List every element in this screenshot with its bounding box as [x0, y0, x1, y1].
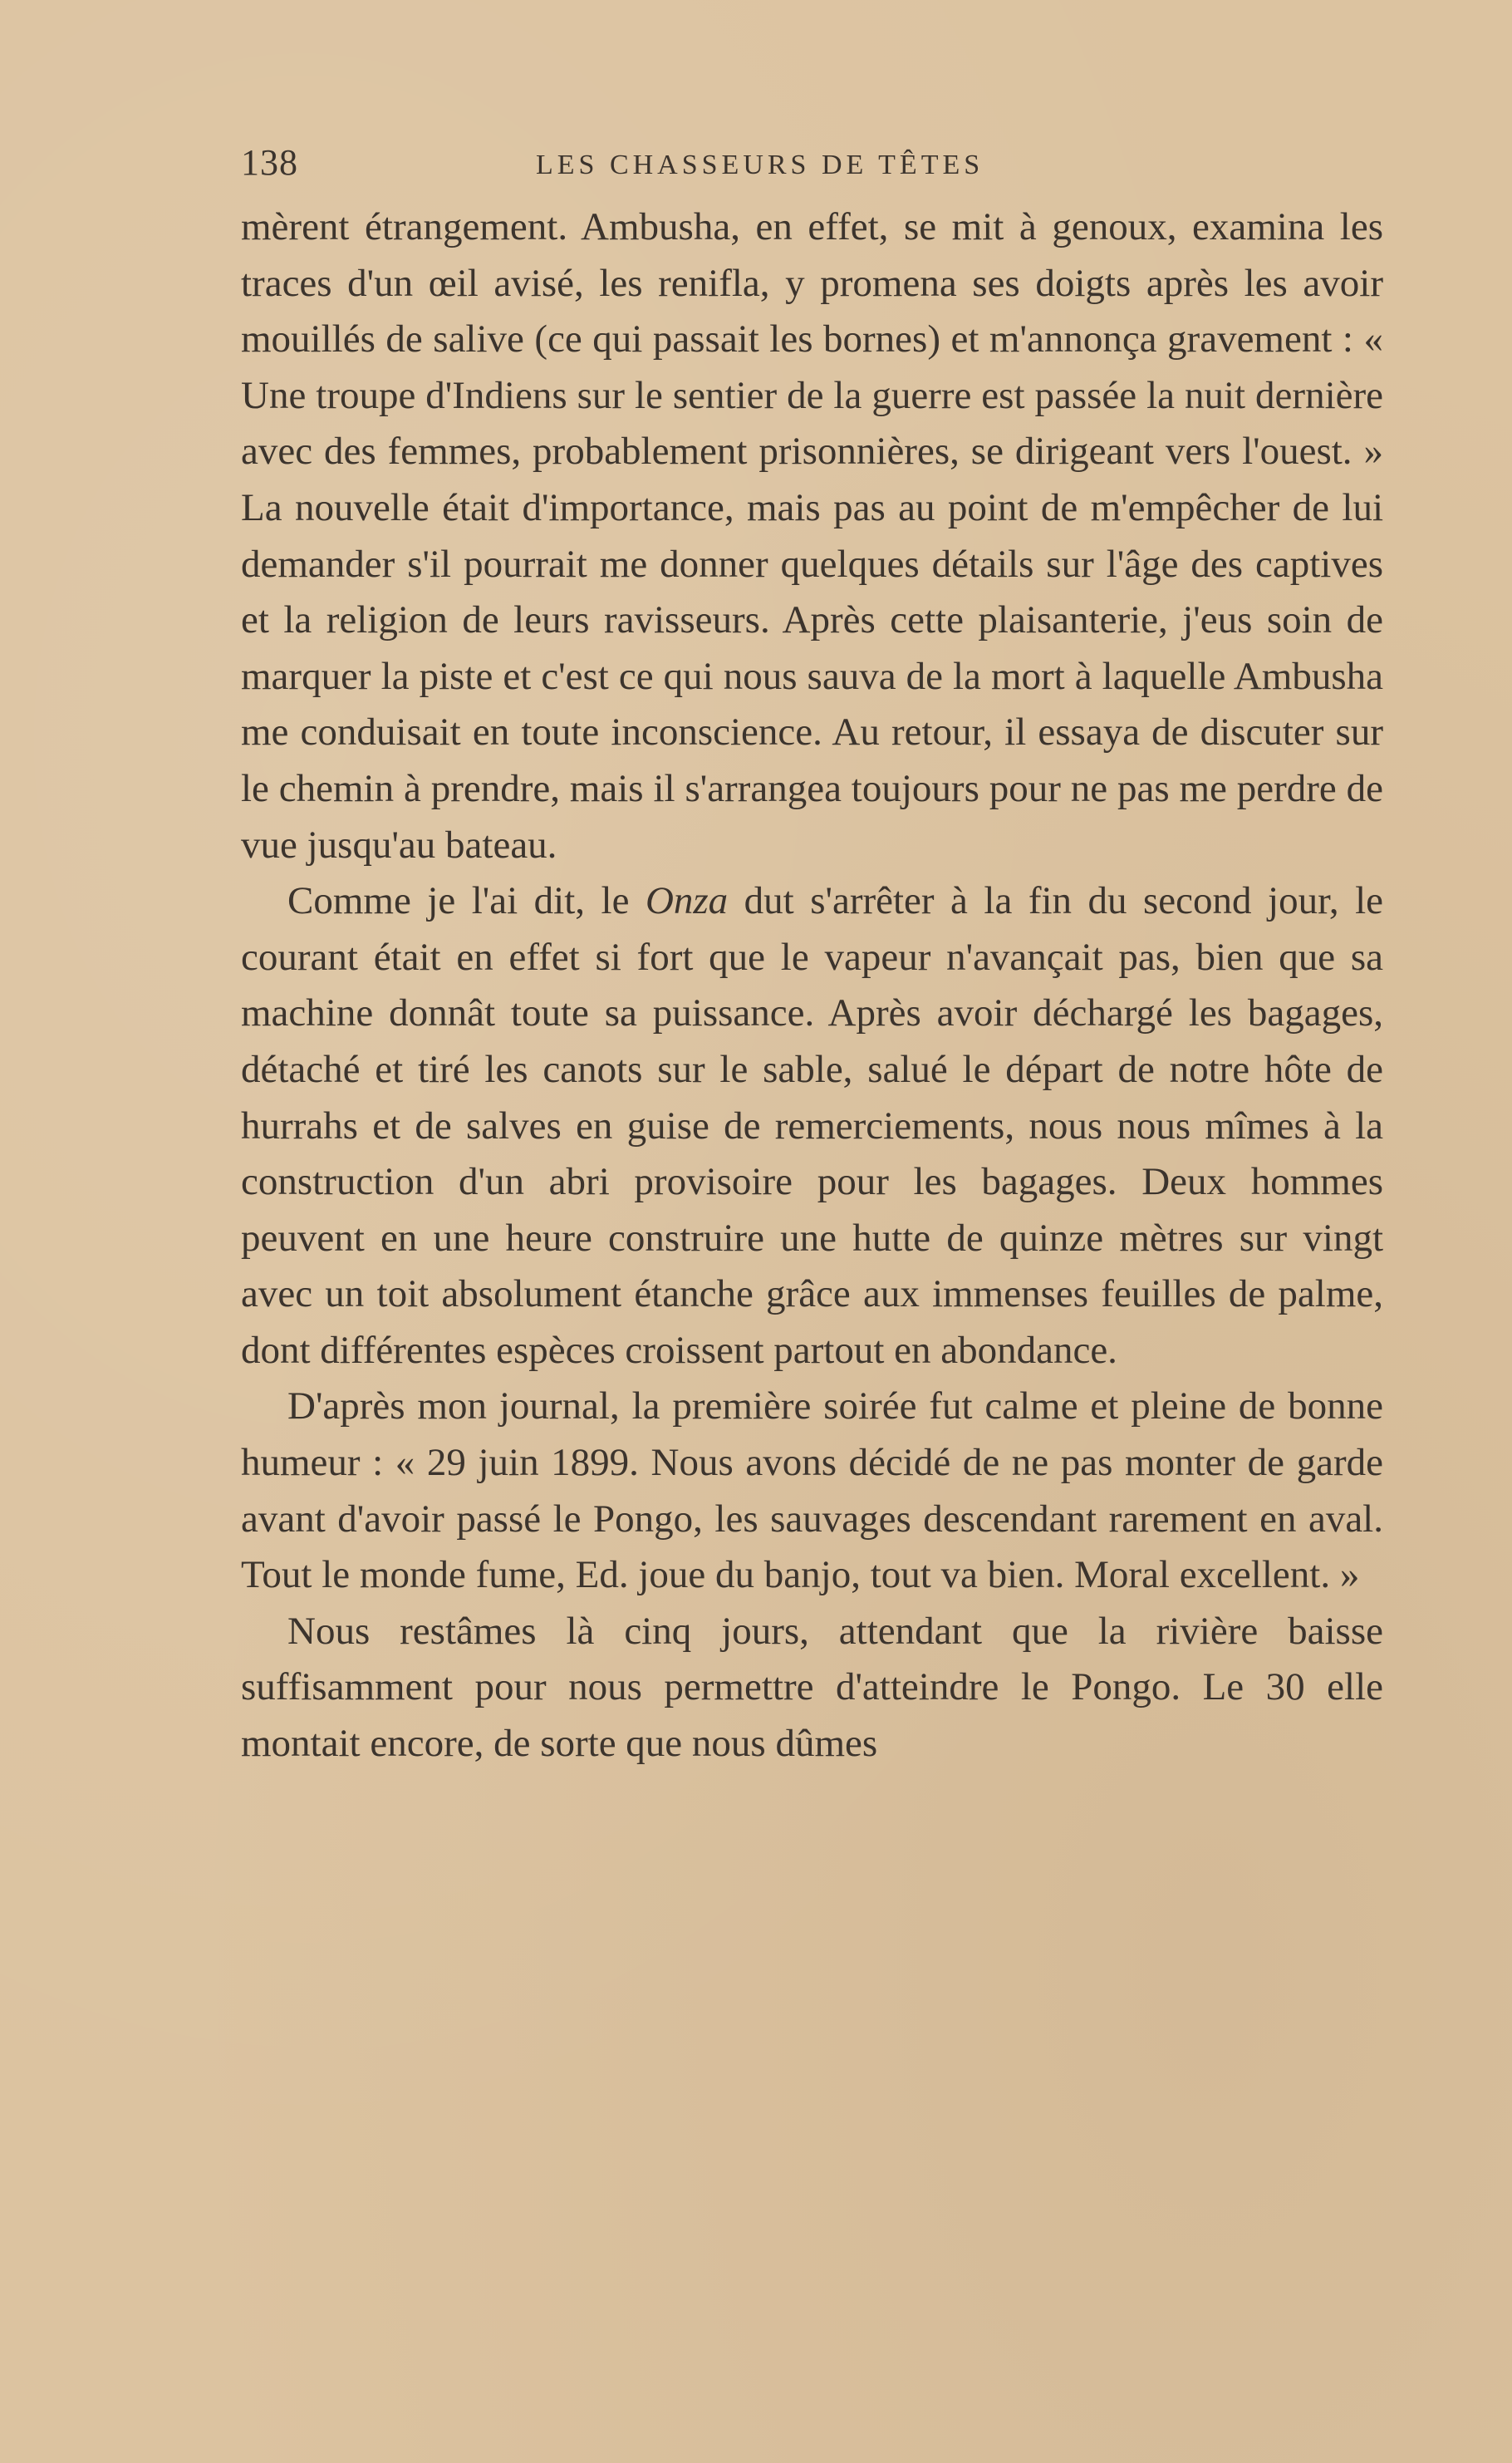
- paragraph: D'après mon journal, la première soirée fut calme et pleine de bonne humeur : « 29 juin 1899. Nous avons décidé de ne pas monter de garde avant d'avoir passé le Pongo, les sauvages descendant rarement en aval. Tout le monde fume, Ed. joue du banjo, tout va bien. Moral excellent. »: [241, 1384, 1383, 1597]
- paragraph-text: Comme je l'ai dit, le: [287, 879, 646, 923]
- book-page: [241, 141, 1383, 1772]
- paragraph-text: dut s'arrêter à la fin du second jour, le courant était en effet si fort que le vapeur n'avançait pas, bien que sa machine donnât toute sa puissance. Après avoir déchargé les bagages, détaché et tiré les canots sur le sable, salué le départ de notre hôte de hurrahs et de salves en guise de remerciements, nous nous mîmes à la construction d'un abri provisoire pour les bagages. Deux hommes peuvent en une heure construire une hutte de quinze mètres sur vingt avec un toit absolument étanche grâce aux immenses feuilles de palme, dont différentes espèces croissent partout en abondance.: [241, 879, 1383, 1372]
- running-title: LES CHASSEURS DE TÊTES: [536, 150, 984, 180]
- paragraph: [241, 873, 1383, 1379]
- paragraph: Nous restâmes là cinq jours, attendant que la rivière baisse suffisamment pour nous permettre d'atteindre le Pongo. Le 30 elle montait encore, de sorte que nous dûmes: [241, 1609, 1383, 1766]
- body-text: [241, 199, 1383, 1772]
- running-head: [241, 141, 1383, 199]
- paragraph: mèrent étrangement. Ambusha, en effet, se mit à genoux, examina les traces d'un œil avisé, les renifla, y promena ses doigts après les avoir mouillés de salive (ce qui passait les bornes) et m'annonça gravement : « Une troupe d'Indiens sur le sentier de la guerre est passée la nuit dernière avec des femmes, probablement prisonnières, se dirigeant vers l'ouest. » La nouvelle était d'importance, mais pas au point de m'empêcher de lui demander s'il pourrait me donner quelques détails sur l'âge des captives et la religion de leurs ravisseurs. Après cette plaisanterie, j'eus soin de marquer la piste et c'est ce qui nous sauva de la mort à laquelle Ambusha me conduisait en toute inconscience. Au retour, il essaya de discuter sur le chemin à prendre, mais il s'arrangea toujours pour ne pas me perdre de vue jusqu'au bateau.: [241, 205, 1383, 867]
- ship-name: Onza: [645, 879, 729, 923]
- page-number: 138: [241, 142, 298, 183]
